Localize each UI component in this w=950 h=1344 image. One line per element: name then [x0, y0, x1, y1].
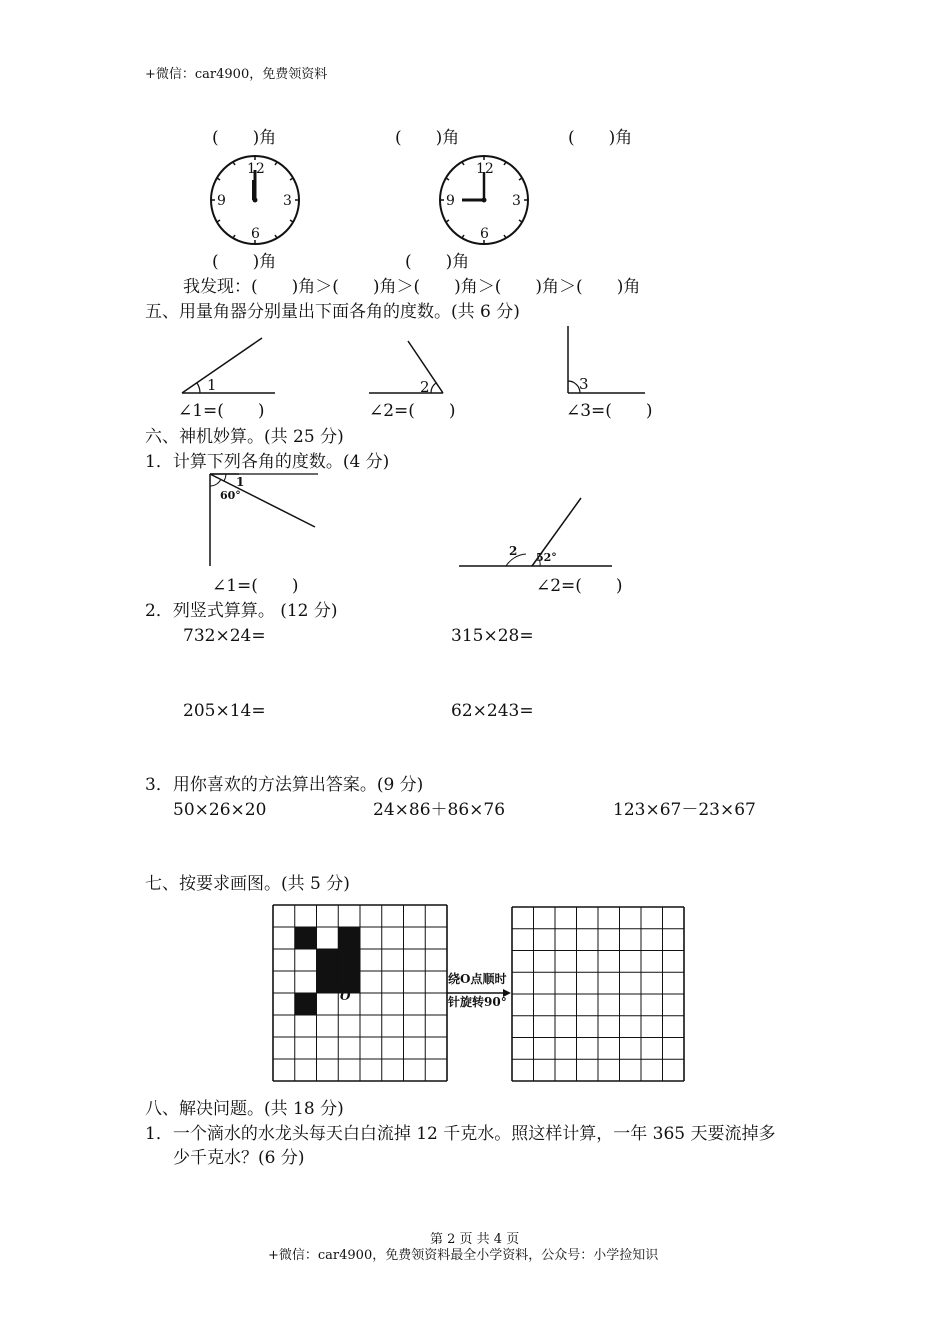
arrow-text-2: 针旋转90°	[448, 995, 507, 1009]
clock-blank-bottom-1: ( )角	[212, 252, 277, 272]
q3-problem-1: 50×26×20	[173, 800, 267, 820]
q2-problem-4: 62×243=	[451, 701, 534, 721]
discovery-line: 我发现：( )角＞( )角＞( )角＞( )角＞( )角	[183, 277, 641, 297]
q1-answer-1: ∠1=( )	[212, 576, 299, 596]
clock-1-num-9: 9	[217, 193, 226, 209]
shaded-cell	[317, 949, 339, 971]
q1-fig2-label-52: 52°	[536, 551, 557, 564]
clock-blank-bottom-2: ( )角	[405, 252, 470, 272]
q2-problem-2: 315×28=	[451, 626, 534, 646]
clock-2-num-12: 12	[476, 161, 494, 177]
clock-1-num-12: 12	[247, 161, 265, 177]
clock-2-num-9: 9	[446, 193, 455, 209]
section8-q1-line1: 1．一个滴水的水龙头每天白白流掉 12 千克水。照这样计算，一年 365 天要流掉多	[145, 1124, 776, 1144]
footer-page-number: 第 2 页 共 4 页	[430, 1232, 520, 1247]
shaded-cell	[295, 927, 317, 949]
angle-3-label: 3	[579, 375, 589, 393]
angle-2-answer: ∠2=( )	[369, 401, 456, 421]
clock-1-num-6: 6	[251, 226, 260, 242]
right-grid	[512, 907, 684, 1081]
q1-fig1-label-1: 1	[236, 475, 245, 489]
section6-q2-title: 2．列竖式算算。 (12 分)	[145, 601, 338, 621]
clock-blank-top-3: ( )角	[568, 128, 633, 148]
section6-q1-title: 1．计算下列各角的度数。(4 分)	[145, 452, 390, 472]
shaded-cell	[338, 949, 360, 971]
footer-watermark: +微信：car4900，免费领资料最全小学资料，公众号：小学捡知识	[268, 1248, 659, 1263]
angle-2-label: 2	[420, 378, 430, 396]
clock-2-num-6: 6	[480, 226, 489, 242]
clock-1-num-3: 3	[283, 193, 292, 209]
q3-problem-3: 123×67－23×67	[613, 800, 756, 820]
q1-fig1-label-60: 60°	[220, 489, 241, 502]
shaded-cell	[317, 971, 339, 993]
point-o-label: O	[340, 989, 351, 1003]
section5-title: 五、用量角器分别量出下面各角的度数。(共 6 分)	[145, 302, 520, 322]
section6-title: 六、神机妙算。(共 25 分)	[145, 427, 344, 447]
section7-title: 七、按要求画图。(共 5 分)	[145, 874, 350, 894]
shaded-cell	[338, 927, 360, 949]
q3-problem-2: 24×86＋86×76	[373, 800, 506, 820]
shaded-cell	[295, 993, 317, 1015]
clock-2-num-3: 3	[512, 193, 521, 209]
q1-fig2-label-2: 2	[509, 544, 518, 558]
left-grid	[273, 905, 447, 1081]
q1-answer-2: ∠2=( )	[536, 576, 623, 596]
clock-blank-top-1: ( )角	[212, 128, 277, 148]
section8-title: 八、解决问题。(共 18 分)	[145, 1099, 344, 1119]
q2-problem-1: 732×24=	[183, 626, 266, 646]
q2-problem-3: 205×14=	[183, 701, 266, 721]
section6-q3-title: 3．用你喜欢的方法算出答案。(9 分)	[145, 775, 424, 795]
clock-blank-top-2: ( )角	[395, 128, 460, 148]
angle-1-label: 1	[207, 376, 217, 394]
angle-1-answer: ∠1=( )	[178, 401, 265, 421]
header-watermark: +微信：car4900，免费领资料	[145, 67, 328, 82]
angle-3-answer: ∠3=( )	[566, 401, 653, 421]
arrow-text-1: 绕O点顺时	[448, 972, 507, 986]
section8-q1-line2: 少千克水？(6 分)	[173, 1148, 305, 1168]
